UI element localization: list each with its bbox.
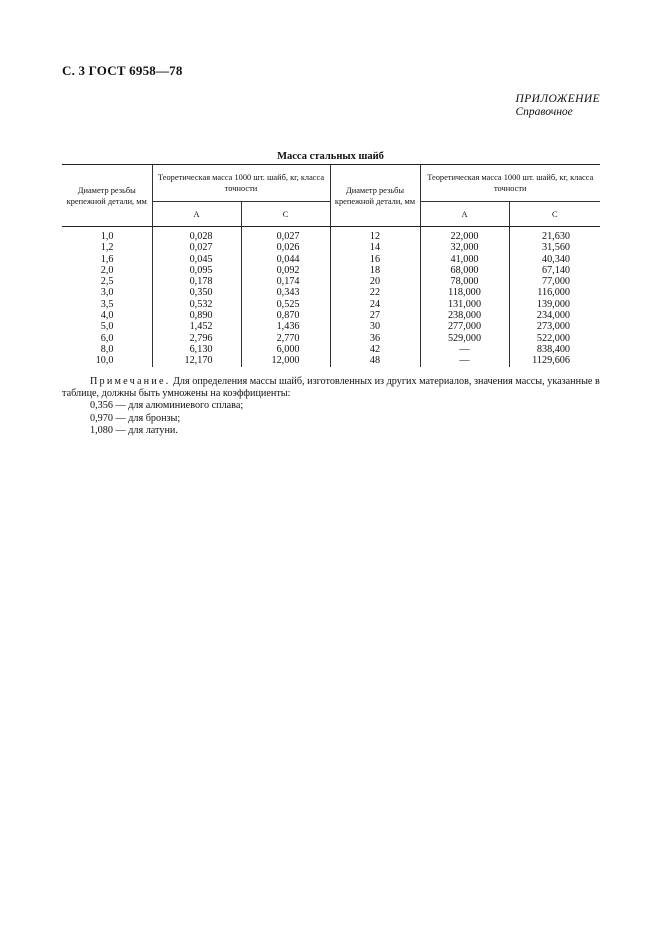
cell-diameter-left: 3,0: [100, 287, 114, 299]
cell-diameter-right: 22: [330, 287, 420, 298]
header-diameter-right: Диаметр резьбы крепежной детали, мм: [330, 165, 420, 227]
cell-diameter-left: 1,6: [100, 253, 114, 265]
cell-mass-a-right: 131,000: [420, 299, 509, 310]
appendix-subtitle: Справочное: [515, 106, 573, 118]
table-row: [62, 321, 600, 332]
cell-mass-a-right: —: [420, 344, 509, 355]
cell-diameter-left: 8,0: [100, 343, 114, 355]
cell-mass-c-right: 838,400: [509, 344, 600, 355]
note-block: [62, 376, 602, 437]
cell-diameter-right: 16: [330, 254, 420, 265]
table-title: Масса стальных шайб: [277, 151, 384, 162]
cell-mass-c-left: 0,525: [241, 299, 330, 310]
cell-mass-a-right: 22,000: [420, 227, 509, 243]
table-row: [62, 265, 600, 276]
cell-mass-a-right: 529,000: [420, 333, 509, 344]
cell-mass-a-left: 0,350: [152, 287, 241, 298]
table-row: [62, 310, 600, 321]
cell-mass-a-right: —: [420, 355, 509, 366]
table-row: [62, 299, 600, 310]
cell-mass-a-left: 0,045: [152, 254, 241, 265]
cell-diameter-right: 42: [330, 344, 420, 355]
cell-diameter-left: 1,2: [100, 242, 114, 254]
cell-diameter-right: 18: [330, 265, 420, 276]
cell-diameter-left: 1,0: [100, 231, 114, 242]
cell-mass-a-right: 68,000: [420, 265, 509, 276]
cell-mass-c-left: 0,174: [241, 276, 330, 287]
cell-mass-a-right: 78,000: [420, 276, 509, 287]
cell-mass-a-left: 0,532: [152, 299, 241, 310]
cell-mass-a-left: 12,170: [152, 355, 241, 366]
table-row: [62, 355, 600, 366]
header-class-a-right: А: [420, 202, 509, 227]
cell-mass-a-left: 2,796: [152, 333, 241, 344]
cell-mass-a-left: 0,027: [152, 242, 241, 253]
table-row: [62, 227, 600, 243]
table-row: [62, 254, 600, 265]
cell-diameter-right: 24: [330, 299, 420, 310]
cell-mass-a-right: 118,000: [420, 287, 509, 298]
cell-mass-a-left: 1,452: [152, 321, 241, 332]
coefficient-brass: 1,080 — для латуни.: [90, 424, 178, 436]
note-paragraph: [62, 376, 602, 400]
note-label: Примечание.: [90, 376, 171, 387]
cell-mass-c-right: 522,000: [509, 333, 600, 344]
cell-mass-c-left: 6,000: [241, 344, 330, 355]
table-row: [62, 242, 600, 253]
cell-diameter-left: 6,0: [100, 332, 114, 344]
cell-mass-c-right: 31,560: [509, 242, 600, 253]
header-class-c-right: С: [509, 202, 600, 227]
cell-diameter-left: 10,0: [95, 355, 114, 367]
cell-diameter-left: 4,0: [100, 310, 114, 322]
cell-mass-a-left: 0,178: [152, 276, 241, 287]
header-diameter-left: Диаметр резьбы крепежной детали, мм: [62, 165, 152, 227]
cell-mass-c-right: 273,000: [509, 321, 600, 332]
header-mass-right: Теоретическая масса 1000 шт. шайб, кг, класса точности: [420, 165, 600, 202]
cell-mass-c-left: 0,044: [241, 254, 330, 265]
cell-diameter-left: 2,5: [100, 276, 114, 288]
cell-diameter-left: 2,0: [100, 264, 114, 276]
cell-mass-a-right: 41,000: [420, 254, 509, 265]
page-header: С. 3 ГОСТ 6958—78: [62, 63, 183, 78]
table-row: [62, 276, 600, 287]
cell-diameter-right: 12: [330, 227, 420, 243]
cell-mass-a-left: 6,130: [152, 344, 241, 355]
appendix-title: ПРИЛОЖЕНИЕ: [515, 93, 600, 105]
cell-mass-c-right: 139,000: [509, 299, 600, 310]
header-class-c-left: С: [241, 202, 330, 227]
cell-mass-a-right: 277,000: [420, 321, 509, 332]
cell-diameter-right: 48: [330, 355, 420, 366]
cell-diameter-right: 20: [330, 276, 420, 287]
table-row: [62, 333, 600, 344]
cell-mass-c-left: 0,870: [241, 310, 330, 321]
cell-mass-c-right: 67,140: [509, 265, 600, 276]
cell-mass-c-right: 234,000: [509, 310, 600, 321]
cell-mass-c-left: 2,770: [241, 333, 330, 344]
appendix-label: [516, 93, 600, 119]
cell-mass-c-left: 0,027: [241, 227, 330, 243]
cell-mass-c-right: 1129,606: [509, 355, 600, 366]
cell-mass-c-left: 1,436: [241, 321, 330, 332]
cell-mass-c-right: 77,000: [509, 276, 600, 287]
note-text: Для определения массы шайб, изготовленных из других материалов, значения массы, указанные в таблице, должны быть умножены на коэффициенты:: [62, 376, 600, 400]
cell-mass-c-left: 0,092: [241, 265, 330, 276]
cell-diameter-right: 36: [330, 333, 420, 344]
cell-mass-a-left: 0,028: [152, 227, 241, 243]
cell-mass-c-left: 0,343: [241, 287, 330, 298]
coefficient-bronze: 0,970 — для бронзы;: [90, 412, 181, 424]
cell-diameter-left: 5,0: [100, 321, 114, 333]
cell-mass-c-right: 21,630: [509, 227, 600, 243]
cell-mass-c-left: 12,000: [241, 355, 330, 366]
cell-diameter-right: 30: [330, 321, 420, 332]
cell-diameter-right: 27: [330, 310, 420, 321]
cell-mass-a-right: 32,000: [420, 242, 509, 253]
cell-diameter-right: 14: [330, 242, 420, 253]
table-row: [62, 344, 600, 355]
cell-mass-c-left: 0,026: [241, 242, 330, 253]
header-mass-left: Теоретическая масса 1000 шт. шайб, кг, класса точности: [152, 165, 330, 202]
cell-diameter-left: 3,5: [100, 298, 114, 310]
cell-mass-a-left: 0,890: [152, 310, 241, 321]
cell-mass-c-right: 116,000: [509, 287, 600, 298]
cell-mass-a-left: 0,095: [152, 265, 241, 276]
cell-mass-a-right: 238,000: [420, 310, 509, 321]
coefficient-aluminium: 0,356 — для алюминиевого сплава;: [90, 400, 244, 412]
header-class-a-left: А: [152, 202, 241, 227]
cell-mass-c-right: 40,340: [509, 254, 600, 265]
washer-mass-table: [62, 164, 600, 367]
table-row: [62, 287, 600, 298]
